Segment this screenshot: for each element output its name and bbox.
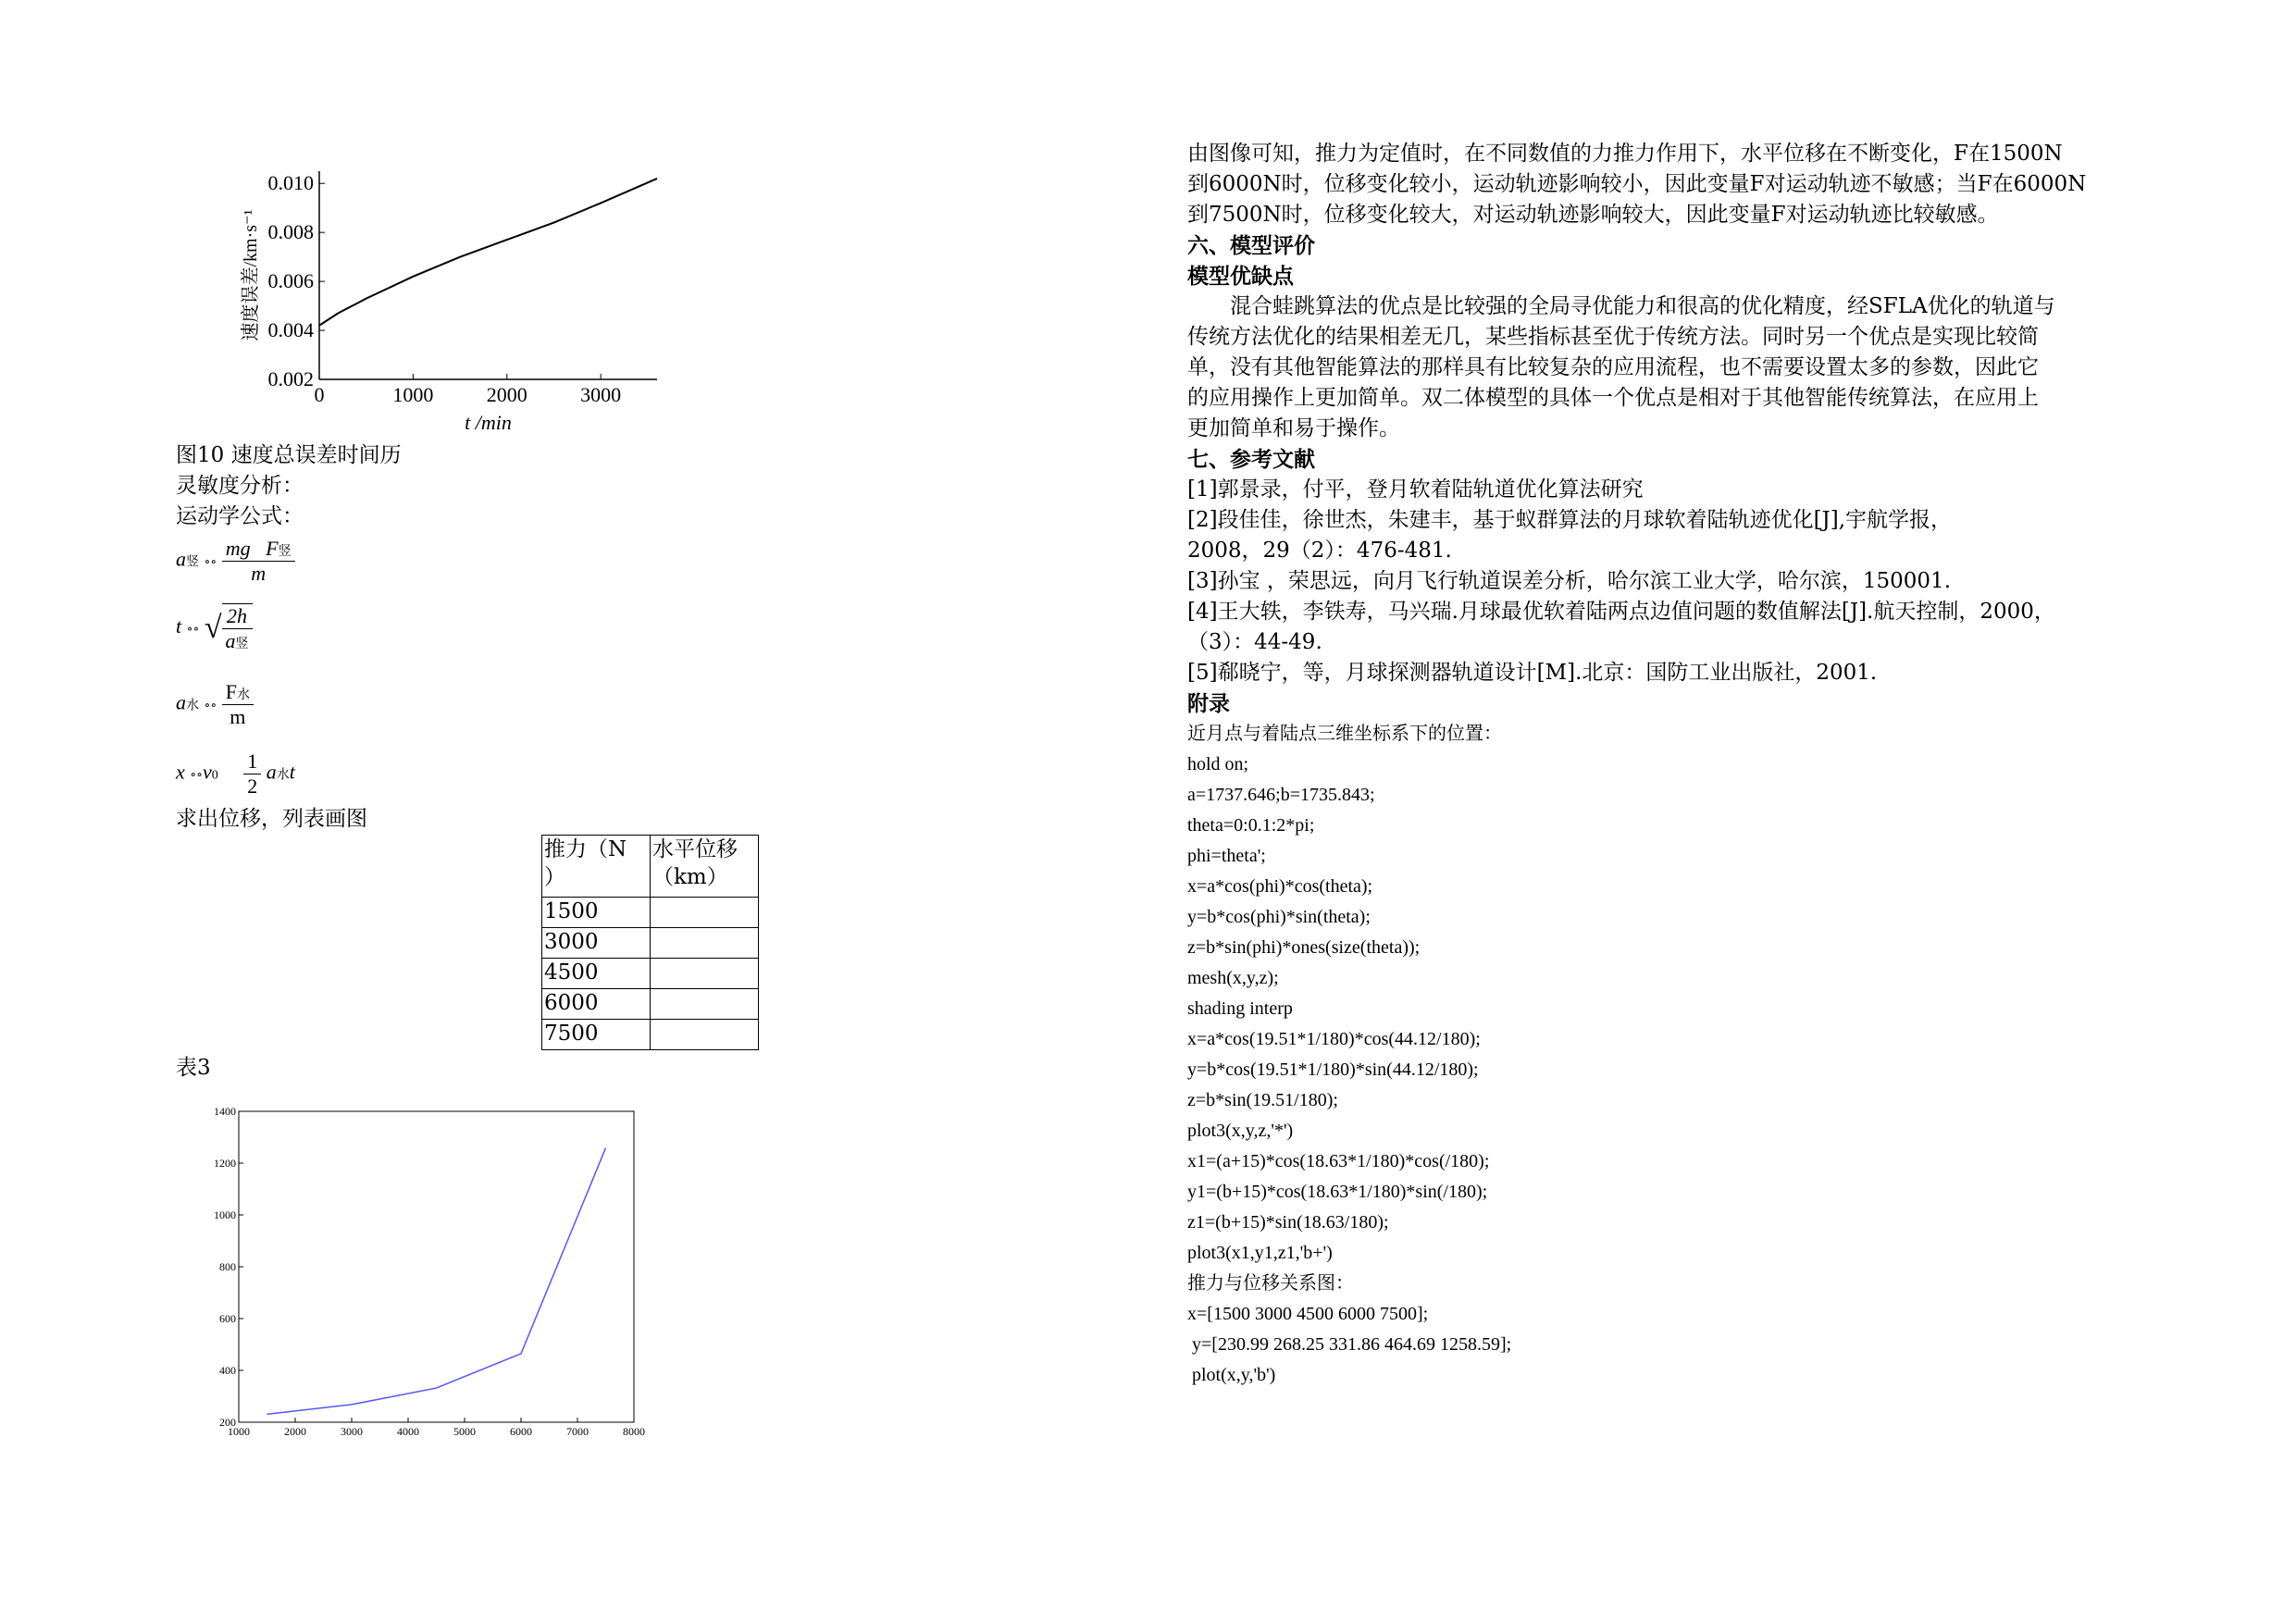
table-cell: 3000 [542,928,651,959]
section-heading-references: 七、参考文献 [1187,447,1315,472]
x-tick-label: 1000 [228,1425,250,1438]
sensitivity-title: 灵敏度分析： [176,474,304,498]
code-line: a=1737.646;b=1735.843; [1187,785,1375,805]
code-line: z1=(b+15)*sin(18.63/180); [1187,1212,1389,1233]
formula-vertical-acceleration [176,537,295,586]
formula-horizontal-acceleration [176,680,254,729]
formula-operator: ∘∘ [204,699,217,713]
subsection-heading-pros: 模型优缺点 [1187,264,1294,289]
reference-item: 2008，29（2）：476-481. [1187,539,1452,563]
formula-symbol: t [289,760,295,784]
formula-symbol: t [176,614,182,638]
x-tick-label: 2000 [284,1425,306,1438]
formula-subscript: 水 [276,768,290,783]
evaluation-line: 更加简单和易于操作。 [1187,416,1400,440]
formula-symbol: mg [225,537,251,560]
code-line: shading interp [1187,998,1293,1019]
section-heading-appendix: 附录 [1187,691,1230,716]
formula-displacement [176,750,295,799]
y-tick-label: 0.008 [267,220,314,244]
formula-symbol: m [251,562,267,585]
formula-subscript: 竖 [278,545,292,559]
y-tick-label: 1400 [214,1106,236,1118]
table-cell: 6000 [542,989,651,1020]
reference-item: （3）：44-49. [1187,630,1322,654]
code-line: z=b*sin(phi)*ones(size(theta)); [1187,937,1421,958]
x-axis-label: t /min [465,411,512,434]
y-tick-label: 600 [219,1312,236,1325]
displacement-table [541,835,759,1050]
code-line: x1=(a+15)*cos(18.63*1/180)*cos(/180); [1187,1151,1490,1171]
code-line: y=b*cos(19.51*1/180)*sin(44.12/180); [1187,1059,1479,1080]
x-tick-label: 6000 [510,1425,532,1438]
series-line [319,179,657,326]
code-line: phi=theta'; [1187,846,1266,866]
x-tick-label: 5000 [453,1425,476,1438]
formula-symbol: 2h [222,604,253,629]
y-tick-label: 400 [219,1364,236,1377]
section-heading-evaluation: 六、模型评价 [1187,233,1315,258]
code-line: y1=(b+15)*cos(18.63*1/180)*sin(/180); [1187,1182,1488,1202]
code-line: plot(x,y,'b') [1187,1365,1276,1385]
table-cell [651,898,759,928]
table-cell: 4500 [542,959,651,989]
sqrt-sign: √ [204,611,222,645]
table-row [542,928,759,959]
formula-symbol: v [203,760,212,784]
code-line: plot3(x,y,z,'*') [1187,1121,1294,1141]
formula-operator: ∘∘ [204,555,217,570]
evaluation-line: 混合蛙跳算法的优点是比较强的全局寻优能力和很高的优化精度，经SFLA优化的轨道与 [1230,294,2055,318]
table-row [542,1020,759,1050]
formula-subscript: 0 [211,768,218,783]
formula-operator: ∘∘ [190,768,203,783]
table-header-cell: 推力（N ） [542,836,651,898]
solve-text: 求出位移，列表画图 [176,807,367,831]
table-cell [651,1020,759,1050]
formula-symbol: F [225,680,237,703]
table-cell: 1500 [542,898,651,928]
code-line: x=[1500 3000 4500 6000 7500]; [1187,1304,1429,1324]
code-line: hold on; [1187,754,1249,774]
kinematics-title: 运动学公式： [176,504,304,528]
y-tick-label: 0.004 [267,318,314,342]
right-column [1187,139,2150,1391]
y-tick-label: 0.010 [267,171,314,195]
evaluation-line: 单，没有其他智能算法的那样具有比较复杂的应用流程，也不需要设置太多的参数，因此它 [1187,355,2039,379]
y-tick-label: 1200 [214,1157,236,1170]
code-line: plot3(x1,y1,z1,'b+') [1187,1243,1333,1263]
plot-frame [239,1111,634,1422]
y-tick-label: 200 [219,1416,236,1429]
table-cell [651,989,759,1020]
table-cell [651,928,759,959]
evaluation-line: 传统方法优化的结果相差无几，某些指标甚至优于传统方法。同时另一个优点是实现比较简 [1187,325,2039,349]
table-row [542,959,759,989]
y-tick-label: 0.002 [267,367,314,390]
x-tick-label: 2000 [486,383,527,406]
table-row [542,898,759,928]
code-line: y=b*cos(phi)*sin(theta); [1187,907,1371,927]
formula-subscript: 竖 [186,555,199,570]
figure-10-caption: 图10 速度总误差时间历 [176,443,402,467]
formula-operator: ∘∘ [186,623,200,638]
code-line: z=b*sin(19.51/180); [1187,1090,1338,1110]
code-line: 近月点与着陆点三维坐标系下的位置： [1187,724,1502,744]
reference-item: [1]郭景录，付平，登月软着陆轨道优化算法研究 [1187,477,1644,502]
y-tick-label: 800 [219,1260,236,1273]
code-line: x=a*cos(phi)*cos(theta); [1187,876,1373,897]
table-cell: 7500 [542,1020,651,1050]
formula-time [176,603,253,653]
formula-symbol: a [176,690,186,714]
code-line: 推力与位移关系图： [1187,1273,1354,1294]
formula-symbol: m [230,705,246,728]
analysis-line: 到7500N时，位移变化较大，对运动轨迹影响较大，因此变量F对运动轨迹比较敏感。 [1187,203,1999,227]
code-line: y=[230.99 268.25 331.86 464.69 1258.59]; [1187,1334,1512,1355]
formula-subscript: 竖 [235,638,249,651]
table-cell [651,959,759,989]
formula-subscript: 水 [186,699,199,713]
formula-symbol: 1 [243,750,261,774]
y-tick-label: 0.006 [267,269,314,293]
formula-symbol: a [225,629,236,652]
thrust-displacement-chart [208,1106,662,1453]
x-tick-label: 1000 [392,383,434,406]
x-tick-label: 0 [314,383,325,406]
table-caption: 表3 [176,1056,211,1080]
formula-symbol: F [266,537,279,560]
table-header-cell: 水平位移 （km） [651,836,759,898]
formula-symbol: a [266,760,277,784]
analysis-line: 由图像可知，推力为定值时，在不同数值的力推力作用下，水平位移在不断变化，F在1500N [1187,142,2063,166]
series-line [267,1148,606,1415]
reference-item: [5]郗晓宁，等，月球探测器轨道设计[M].北京：国防工业出版社，2001. [1187,661,1878,685]
x-tick-label: 8000 [623,1425,645,1438]
x-tick-label: 7000 [566,1425,589,1438]
formula-symbol: 2 [247,774,258,798]
formula-subscript: 水 [236,688,250,702]
reference-item: [3]孙宝 ，荣思远，向月飞行轨道误差分析，哈尔滨工业大学，哈尔滨，150001. [1187,569,1952,593]
formula-symbol: a [176,547,186,571]
x-tick-label: 3000 [341,1425,363,1438]
evaluation-line: 的应用操作上更加简单。双二体模型的具体一个优点是相对于其他智能传统算法，在应用上 [1187,386,2039,410]
y-axis-label: 速度误差/km·s⁻¹ [241,209,261,341]
x-tick-label: 4000 [397,1425,419,1438]
formula-symbol: x [176,760,185,784]
reference-item: [4]王大轶，李铁寿，马兴瑞.月球最优软着陆两点边值问题的数值解法[J].航天控制，2000， [1187,600,2055,624]
code-line: theta=0:0.1:2*pi; [1187,815,1315,836]
analysis-line: 到6000N时，位移变化较小，运动轨迹影响较小，因此变量F对运动轨迹不敏感；当F在6000N [1187,172,2087,196]
table-row [542,989,759,1020]
table-header-row [542,836,759,898]
x-tick-label: 3000 [580,383,622,406]
y-tick-label: 1000 [214,1208,236,1221]
reference-item: [2]段佳佳，徐世杰，朱建丰，基于蚁群算法的月球软着陆轨迹优化[J],宇航学报， [1187,508,1953,532]
figure-10-chart [236,153,671,435]
code-line: x=a*cos(19.51*1/180)*cos(44.12/180); [1187,1029,1481,1049]
code-line: mesh(x,y,z); [1187,968,1279,988]
appendix-code-block [1187,719,2150,1391]
